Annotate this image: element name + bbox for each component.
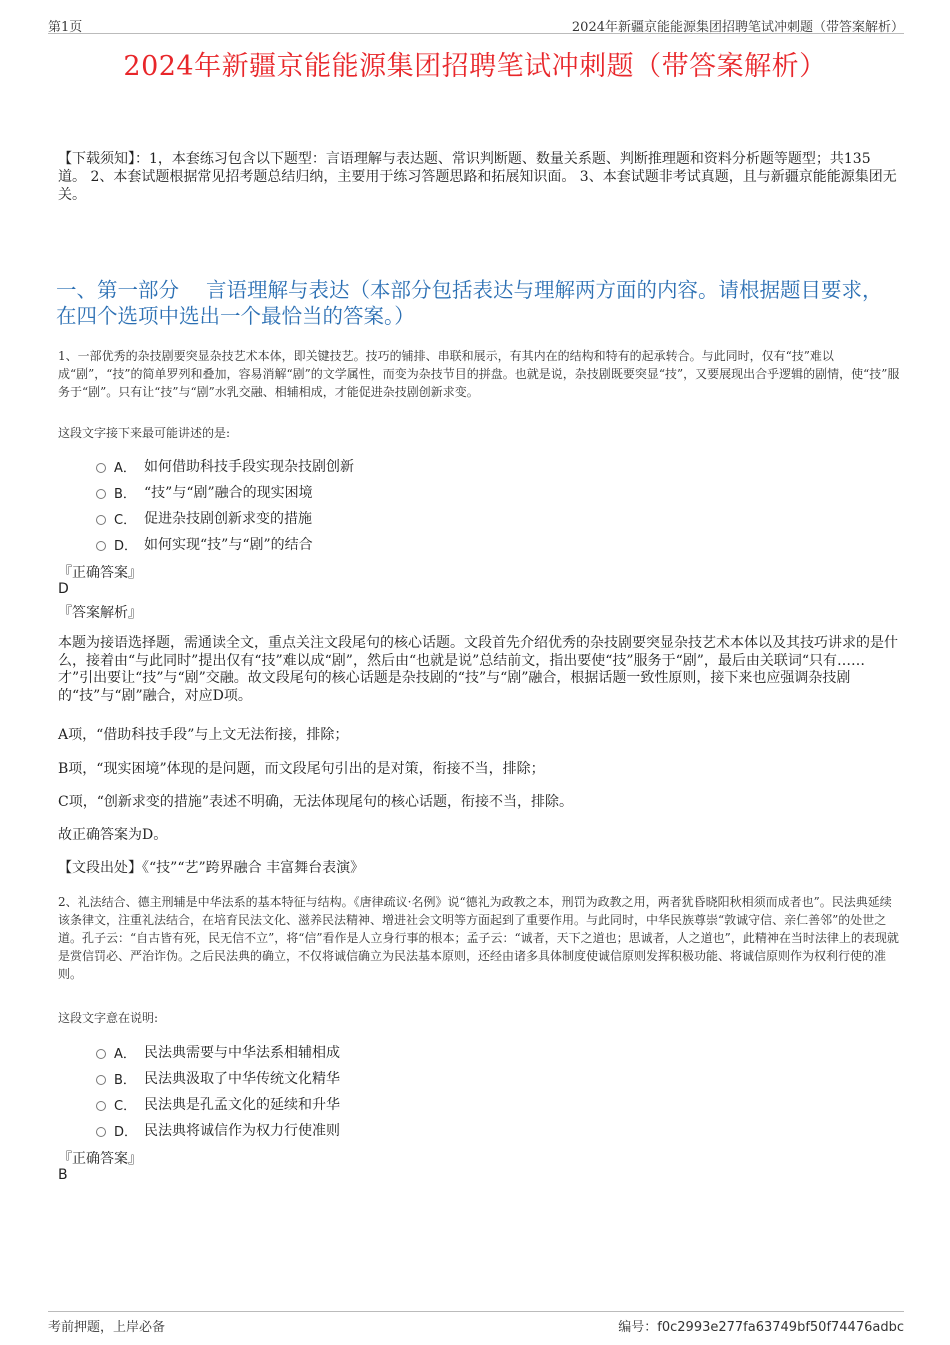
option-a[interactable] — [96, 1039, 796, 1065]
question-2-prompt: 这段文字意在说明: — [58, 1011, 159, 1025]
analysis-option-a: A项，“借助科技手段”与上文无法衔接，排除； — [58, 727, 349, 743]
radio-icon[interactable] — [96, 1127, 106, 1137]
option-letter: D． — [114, 538, 138, 554]
correct-answer: D — [58, 581, 69, 597]
option-letter: C． — [114, 512, 137, 528]
download-notice: 【下载须知】：1，本套练习包含以下题型：言语理解与表达题、常识判断题、数量关系题、判断推理题和资料分析题等题型；共135道。 2、本套试题根据常见招考题总结归纳，主要用于练习答题思路和拓展知识面。 3、本套试题非考试真题，且与新疆京能能源集团无关。 — [58, 151, 897, 203]
question-2-text: 2、礼法结合、德主刑辅是中华法系的基本特征与结构。《唐律疏议·名例》说“德礼为政教之本，刑罚为政教之用，两者犹昏晓阳秋相须而成者也”。民法典延续该条律文，注重礼法结合，在培育民法文化、滋养民法精神、增进社会文明等方面起到了重要作用。与此同时，中华民族尊崇“敦诚守信、亲仁善邻”的处世之道。孔子云：“自古皆有死，民无信不立”，将“信”看作是人立身行事的根本；孟子云：“诚者，天下之道也；思诚者，人之道也”，此精神在当时法律上的表现就是赏信罚必、严治诈伪。之后民法典的确立，不仅将诚信确立为民法基本原则，还经由诸多具体制度使诚信原则发挥积极功能、将诚信原则作为权利行使的准则。 — [58, 895, 899, 981]
option-d[interactable] — [96, 531, 796, 557]
code-label: 编号： — [618, 1320, 658, 1335]
answer-analysis: 本题为接语选择题，需通读全文，重点关注文段尾句的核心话题。文段首先介绍优秀的杂技剧要突显杂技艺术本体以及其技巧讲求的是什么，接着由“与此同时”提出仅有“技”难以成“剧”，然后由“也就是说”总结前文，指出要使“技”服务于“剧”，最后由关联词“只有……才”引出要让“技”与“剧”交融。故文段尾句的核心话题是杂技剧的“技”与“剧”融合，根据话题一致性原则，接下来也应强调杂技剧的“技”与“剧”融合，对应D项。 — [58, 635, 898, 704]
analysis-conclusion: 故正确答案为D。 — [58, 827, 168, 843]
option-letter: A． — [114, 1046, 136, 1062]
header-doc-title: 2024年新疆京能能源集团招聘笔试冲刺题（带答案解析） — [571, 20, 904, 35]
option-text: 民法典汲取了中华传统文化精华 — [144, 1071, 340, 1087]
option-letter: B． — [114, 1072, 136, 1088]
option-d[interactable] — [96, 1117, 796, 1143]
page-header — [48, 14, 904, 34]
option-letter: D． — [114, 1124, 138, 1140]
option-text: 促进杂技剧创新求变的措施 — [144, 511, 312, 527]
page-footer — [48, 1311, 904, 1333]
option-b[interactable] — [96, 1065, 796, 1091]
page-number: 第1页 — [48, 20, 83, 35]
analysis-label: 『答案解析』 — [58, 605, 142, 621]
option-text: 如何借助科技手段实现杂技剧创新 — [144, 459, 354, 475]
radio-icon[interactable] — [96, 1075, 106, 1085]
analysis-option-c: C项，“创新求变的措施”表述不明确，无法体现尾句的核心话题，衔接不当，排除。 — [58, 794, 574, 810]
question-1-options — [96, 453, 796, 557]
answer-label: 『正确答案』 — [58, 565, 142, 581]
analysis-option-b: B项，“现实困境”体现的是问题，而文段尾句引出的是对策，衔接不当，排除； — [58, 761, 545, 777]
option-text: “技”与“剧”融合的现实困境 — [144, 485, 313, 501]
question-1-text: 1、一部优秀的杂技剧要突显杂技艺术本体，即关键技艺。技巧的铺排、串联和展示，有其内在的结构和特有的起承转合。与此同时，仅有“技”难以成“剧”，“技”的简单罗列和叠加，容易消解“剧”的文学属性，而变为杂技节目的拼盘。也就是说，杂技剧既要突显“技”，又要展现出合乎逻辑的剧情，使“技”服务于“剧”。只有让“技”与“剧”水乳交融、相辅相成，才能促进杂技剧创新求变。 — [58, 349, 900, 399]
option-letter: A． — [114, 460, 136, 476]
footer-slogan: 考前押题，上岸必备 — [48, 1320, 166, 1335]
option-c[interactable] — [96, 505, 796, 531]
radio-icon[interactable] — [96, 515, 106, 525]
radio-icon[interactable] — [96, 463, 106, 473]
option-b[interactable] — [96, 479, 796, 505]
option-letter: B． — [114, 486, 136, 502]
option-text: 民法典将诚信作为权力行使准则 — [144, 1123, 340, 1139]
radio-icon[interactable] — [96, 1101, 106, 1111]
option-c[interactable] — [96, 1091, 796, 1117]
passage-source: 【文段出处】《“技”“艺”跨界融合 丰富舞台表演》 — [58, 860, 365, 876]
option-text: 民法典是孔孟文化的延续和升华 — [144, 1097, 340, 1113]
question-1-prompt: 这段文字接下来最可能讲述的是: — [58, 426, 231, 440]
option-a[interactable] — [96, 453, 796, 479]
section-heading: 一、第一部分 言语理解与表达（本部分包括表达与理解两方面的内容。请根据题目要求，在四个选项中选出一个最恰当的答案。） — [56, 278, 883, 328]
document-title: 2024年新疆京能能源集团招聘笔试冲刺题（带答案解析） — [123, 51, 827, 82]
radio-icon[interactable] — [96, 1049, 106, 1059]
code-value: f0c2993e277fa63749bf50f74476adbc — [657, 1320, 904, 1335]
answer-label: 『正确答案』 — [58, 1151, 142, 1167]
option-text: 如何实现“技”与“剧”的结合 — [144, 537, 313, 553]
radio-icon[interactable] — [96, 489, 106, 499]
document-code — [618, 1316, 904, 1335]
radio-icon[interactable] — [96, 541, 106, 551]
option-letter: C． — [114, 1098, 137, 1114]
option-text: 民法典需要与中华法系相辅相成 — [144, 1045, 340, 1061]
correct-answer: B — [58, 1167, 68, 1183]
question-2-options — [96, 1039, 796, 1143]
